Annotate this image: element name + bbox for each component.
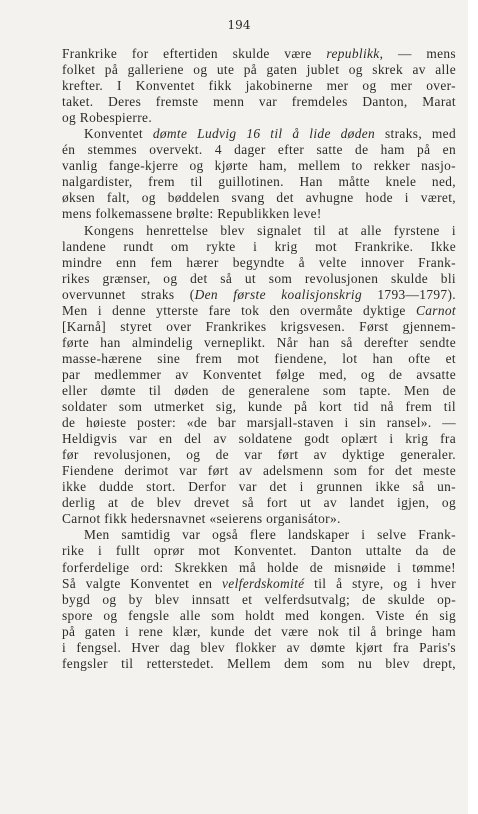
- text-run: bygd og by blev innsatt et velferdsutvalg; de skulde op-: [62, 591, 456, 607]
- text-line: [62, 415, 456, 431]
- text-run: til å styre, og i hver: [304, 575, 456, 591]
- text-run: overvunnet straks (: [62, 286, 195, 302]
- text-line: [62, 592, 456, 608]
- page-number: 194: [227, 18, 251, 32]
- text-line: [62, 206, 456, 222]
- text-line: [62, 142, 456, 158]
- text-run: Kongens henrettelse blev signalet til at alle fyrstene i: [84, 222, 456, 238]
- text-line: [62, 495, 456, 511]
- text-run: fengsler til retterstedet. Mellem dem som nu blev drept,: [62, 655, 456, 671]
- text-line: [62, 463, 456, 479]
- text-line: [62, 303, 456, 319]
- text-run: mindre enn fem hærer begyndte å velte innover Frank-: [62, 254, 456, 270]
- text-run: Heldigvis var en del av soldatene godt oplært i krig fra: [62, 431, 456, 447]
- text-line: [62, 543, 456, 559]
- text-line: [62, 399, 456, 415]
- text-run: Konventet: [84, 126, 153, 142]
- text-run: én stemmes overvekt. 4 dager efter satte de ham på en: [62, 142, 456, 158]
- text-run: 1793—1797).: [362, 286, 456, 302]
- text-run: rike i fullt oprør mot Konventet. Danton uttalte da de: [62, 543, 456, 559]
- italic-emphasis: republikk: [326, 46, 380, 61]
- text-run: masse-hærene sine frem mot fiendene, lot han ofte et: [62, 350, 456, 366]
- text-run: førte han almindelig verneplikt. Når han så derefter sendte: [62, 334, 456, 350]
- text-line: [62, 62, 456, 78]
- text-run: taket. Deres fremste menn var fremdeles Danton, Marat: [62, 94, 456, 110]
- page-edge: [468, 0, 478, 814]
- text-line: [62, 367, 456, 383]
- text-run: rikes grænser, og det så ut som revolusjonen skulde bli: [62, 270, 456, 286]
- text-run: Frankrike for eftertiden skulde være: [62, 46, 327, 61]
- italic-emphasis: dømte Ludvig 16 til å lide døden: [152, 126, 376, 142]
- text-line: [62, 46, 456, 62]
- text-run: vanlig fange-kjerre og kjørte ham, mellem to rekker nasjo-: [62, 158, 456, 174]
- text-run: nalgardister, frem til guillotinen. Han måtte knele ned,: [62, 174, 456, 190]
- text-run: landene rundt om rykte i krig mot Frankrike. Ikke: [62, 238, 456, 254]
- text-line: [62, 94, 456, 110]
- text-line: [62, 624, 456, 640]
- text-run: før revolusjonen, og de var ført av dyktige generaler.: [62, 447, 456, 463]
- text-run: Men samtidig var også flere landskaper i selve Frank-: [84, 527, 456, 543]
- text-line: [62, 110, 456, 126]
- text-line: [62, 335, 456, 351]
- body-text: [62, 46, 456, 672]
- text-line: [62, 158, 456, 174]
- text-run: , — mens: [379, 46, 456, 61]
- text-line: [62, 560, 456, 576]
- text-run: eller dømte til døden de generalene som tapte. Men de: [62, 382, 456, 398]
- text-run: krefter. I Konventet fikk jakobinerne mer og mer over-: [62, 78, 456, 94]
- text-line: [62, 527, 456, 543]
- text-line: [62, 126, 456, 142]
- text-run: Så valgte Konventet en: [62, 575, 222, 591]
- text-line: [62, 383, 456, 399]
- text-run: forferdelige ord: Skrekken må holde de misnøide i tømme!: [62, 559, 456, 575]
- text-line: [62, 608, 456, 624]
- text-run: derlig at de blev drevet så fort ut av landet igjen, og: [62, 495, 456, 511]
- text-line: [62, 271, 456, 287]
- text-line: [62, 223, 456, 239]
- text-line: [62, 576, 456, 592]
- text-line: [62, 447, 456, 463]
- text-line: [62, 511, 456, 527]
- text-run: mens folkemassene brølte: Republikken leve!: [62, 206, 322, 222]
- text-line: [62, 640, 456, 656]
- text-run: ikke dudde stort. Derfor var det i grunnen ikke så un-: [62, 479, 456, 495]
- text-line: [62, 656, 456, 672]
- text-line: [62, 255, 456, 271]
- text-run: soldater som utmerket sig, kunde på kort tid nå frem til: [62, 399, 456, 415]
- text-run: Fiendene derimot var ført av adelsmenn som for det meste: [62, 463, 456, 479]
- italic-emphasis: Den første koalisjonskrig: [194, 286, 363, 302]
- text-line: [62, 239, 456, 255]
- text-run: de høieste poster: «de bar marsjall-staven i sin ransel». —: [62, 415, 456, 431]
- text-line: [62, 479, 456, 495]
- italic-emphasis: Carnot: [415, 302, 456, 318]
- text-run: spore og fengsle alle som holdt med kongen. Viste én sig: [62, 607, 456, 623]
- text-run: og Robespierre.: [62, 110, 153, 126]
- text-run: i fengsel. Hver dag blev flokker av dømte kjørt fra Paris's: [62, 639, 456, 655]
- text-run: på gaten i rene klær, kunde det være nok til å bringe ham: [62, 623, 456, 639]
- text-run: folket på galleriene og ute på gaten jublet og skrek av alle: [62, 62, 456, 78]
- text-line: [62, 319, 456, 335]
- italic-emphasis: velferdskomité: [221, 575, 305, 591]
- text-run: Carnot fikk hedersnavnet «seierens organisátor».: [62, 511, 341, 527]
- text-line: [62, 351, 456, 367]
- text-line: [62, 78, 456, 94]
- text-line: [62, 287, 456, 303]
- text-line: [62, 190, 456, 206]
- text-run: par medlemmer av Konventet følge med, og de avsatte: [62, 366, 456, 382]
- text-run: øksen falt, og bøddelen svang det avhugne hode i været,: [62, 190, 456, 206]
- text-line: [62, 174, 456, 190]
- text-run: straks, med: [375, 126, 456, 142]
- text-line: [62, 431, 456, 447]
- text-run: [Karnå] styret over Frankrikes krigsvesen. Først gjennem-: [62, 318, 456, 334]
- text-run: Men i denne ytterste fare tok den overmåte dyktige: [62, 302, 416, 318]
